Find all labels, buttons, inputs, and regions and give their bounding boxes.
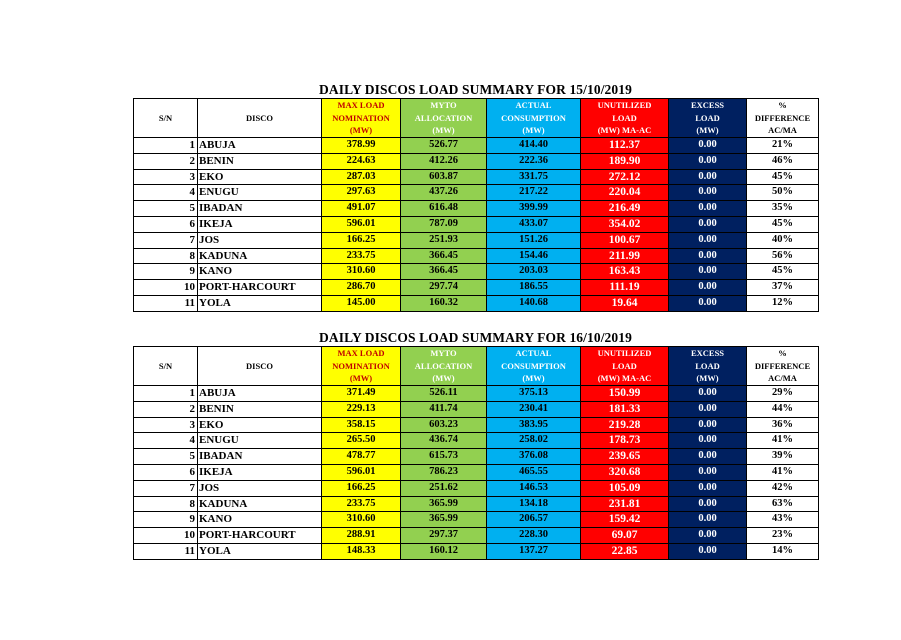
cell-actual-consumption: 151.26 [487,232,581,248]
cell-sn: 9 [134,264,198,280]
cell-disco: IKEJA [198,464,322,480]
cell-max-load: 229.13 [322,401,401,417]
cell-percent-difference: 35% [747,201,819,217]
cell-unutilized-load: 100.67 [581,232,669,248]
cell-excess-load: 0.00 [669,280,747,296]
cell-myto-allocation: 365.99 [401,496,487,512]
header-myto-allocation [401,99,487,138]
cell-percent-difference: 50% [747,185,819,201]
cell-disco: ABUJA [198,386,322,402]
cell-excess-load: 0.00 [669,512,747,528]
header-myto-allocation-line: ALLOCATION [414,112,473,123]
cell-sn: 10 [134,528,198,544]
header-excess-load-line: (MW) [696,125,719,136]
cell-max-load: 233.75 [322,248,401,264]
header-myto-allocation-line: (MW) [432,125,455,136]
table-row [134,264,819,280]
header-unutilized-load-line: (MW) MA-AC [597,373,652,384]
header-max-load-line: NOMINATION [332,112,390,123]
cell-sn: 7 [134,480,198,496]
cell-sn: 8 [134,248,198,264]
table-row [134,401,819,417]
cell-actual-consumption: 376.08 [487,449,581,465]
cell-max-load: 145.00 [322,295,401,311]
cell-percent-difference: 56% [747,248,819,264]
cell-myto-allocation: 603.23 [401,417,487,433]
cell-myto-allocation: 615.73 [401,449,487,465]
cell-disco: KANO [198,512,322,528]
cell-unutilized-load: 22.85 [581,543,669,559]
table-title: DAILY DISCOS LOAD SUMMARY FOR 15/10/2019 [319,82,632,97]
header-unutilized-load-line: UNUTILIZED [597,348,652,359]
cell-max-load: 286.70 [322,280,401,296]
cell-max-load: 596.01 [322,464,401,480]
header-unutilized-load-line: UNUTILIZED [597,100,652,111]
header-sn: S/N [134,347,198,386]
cell-disco: ABUJA [198,138,322,154]
cell-actual-consumption: 134.18 [487,496,581,512]
cell-sn: 11 [134,543,198,559]
header-unutilized-load-line: LOAD [612,360,637,371]
table-row [134,153,819,169]
cell-excess-load: 0.00 [669,386,747,402]
cell-myto-allocation: 526.11 [401,386,487,402]
cell-max-load: 224.63 [322,153,401,169]
cell-excess-load: 0.00 [669,543,747,559]
cell-disco: EKO [198,417,322,433]
cell-actual-consumption: 154.46 [487,248,581,264]
cell-unutilized-load: 320.68 [581,464,669,480]
cell-myto-allocation: 412.26 [401,153,487,169]
header-percent-difference-line: DIFFERENCE [754,360,811,371]
cell-max-load: 148.33 [322,543,401,559]
header-excess-load-line: LOAD [695,112,720,123]
cell-max-load: 310.60 [322,264,401,280]
cell-myto-allocation: 411.74 [401,401,487,417]
cell-sn: 6 [134,216,198,232]
cell-percent-difference: 37% [747,280,819,296]
cell-unutilized-load: 159.42 [581,512,669,528]
cell-excess-load: 0.00 [669,232,747,248]
cell-disco: ENUGU [198,185,322,201]
cell-disco: KADUNA [198,248,322,264]
load-summary-section-2 [133,330,818,560]
cell-myto-allocation: 160.32 [401,295,487,311]
table-row [134,528,819,544]
cell-myto-allocation: 616.48 [401,201,487,217]
cell-actual-consumption: 206.57 [487,512,581,528]
header-max-load [322,99,401,138]
cell-max-load: 310.60 [322,512,401,528]
cell-unutilized-load: 220.04 [581,185,669,201]
table-row [134,512,819,528]
table-row [134,449,819,465]
cell-actual-consumption: 137.27 [487,543,581,559]
header-myto-allocation-line: ALLOCATION [414,360,473,371]
cell-unutilized-load: 219.28 [581,417,669,433]
header-myto-allocation-line: (MW) [432,373,455,384]
load-summary-table [133,98,819,312]
cell-sn: 1 [134,386,198,402]
cell-max-load: 166.25 [322,480,401,496]
cell-unutilized-load: 216.49 [581,201,669,217]
header-actual-consumption-line: ACTUAL [515,100,552,111]
cell-myto-allocation: 366.45 [401,248,487,264]
header-actual-consumption-line: ACTUAL [515,348,552,359]
table-row [134,280,819,296]
cell-percent-difference: 46% [747,153,819,169]
cell-sn: 2 [134,153,198,169]
cell-disco: EKO [198,169,322,185]
header-actual-consumption-line: (MW) [522,125,545,136]
cell-max-load: 491.07 [322,201,401,217]
header-percent-difference-line: AC/MA [768,373,797,384]
cell-percent-difference: 41% [747,433,819,449]
cell-disco: ENUGU [198,433,322,449]
cell-unutilized-load: 181.33 [581,401,669,417]
cell-excess-load: 0.00 [669,248,747,264]
cell-unutilized-load: 189.90 [581,153,669,169]
cell-excess-load: 0.00 [669,496,747,512]
cell-percent-difference: 23% [747,528,819,544]
cell-percent-difference: 39% [747,449,819,465]
header-excess-load-line: EXCESS [690,348,725,359]
table-row [134,248,819,264]
cell-excess-load: 0.00 [669,153,747,169]
table-row [134,138,819,154]
header-max-load-line: (MW) [349,373,373,384]
cell-actual-consumption: 217.22 [487,185,581,201]
cell-max-load: 233.75 [322,496,401,512]
cell-percent-difference: 41% [747,464,819,480]
cell-actual-consumption: 140.68 [487,295,581,311]
cell-actual-consumption: 258.02 [487,433,581,449]
cell-max-load: 288.91 [322,528,401,544]
header-unutilized-load [581,99,669,138]
table-row [134,169,819,185]
cell-disco: IBADAN [198,449,322,465]
header-excess-load-line: (MW) [696,373,719,384]
header-percent-difference-line: DIFFERENCE [754,112,811,123]
cell-actual-consumption: 383.95 [487,417,581,433]
cell-max-load: 478.77 [322,449,401,465]
table-row [134,433,819,449]
cell-actual-consumption: 414.40 [487,138,581,154]
cell-sn: 5 [134,449,198,465]
header-row [134,99,819,138]
cell-myto-allocation: 526.77 [401,138,487,154]
cell-actual-consumption: 222.36 [487,153,581,169]
cell-unutilized-load: 178.73 [581,433,669,449]
header-actual-consumption-line: CONSUMPTION [501,360,566,371]
cell-max-load: 287.03 [322,169,401,185]
header-actual-consumption [487,99,581,138]
cell-max-load: 358.15 [322,417,401,433]
table-title: DAILY DISCOS LOAD SUMMARY FOR 16/10/2019 [319,330,632,345]
cell-percent-difference: 63% [747,496,819,512]
header-percent-difference [747,99,819,138]
cell-disco: JOS [198,480,322,496]
header-actual-consumption-line: (MW) [522,373,545,384]
cell-sn: 3 [134,169,198,185]
cell-excess-load: 0.00 [669,185,747,201]
cell-unutilized-load: 150.99 [581,386,669,402]
cell-myto-allocation: 437.26 [401,185,487,201]
cell-excess-load: 0.00 [669,433,747,449]
table-row [134,417,819,433]
cell-excess-load: 0.00 [669,480,747,496]
cell-disco: YOLA [198,543,322,559]
cell-myto-allocation: 603.87 [401,169,487,185]
table-row [134,232,819,248]
header-unutilized-load-line: LOAD [612,112,637,123]
header-excess-load [669,99,747,138]
header-max-load-line: NOMINATION [332,360,390,371]
header-max-load-line: (MW) [349,125,373,136]
cell-actual-consumption: 230.41 [487,401,581,417]
cell-actual-consumption: 203.03 [487,264,581,280]
table-row [134,185,819,201]
cell-myto-allocation: 251.93 [401,232,487,248]
cell-disco: KANO [198,264,322,280]
cell-disco: KADUNA [198,496,322,512]
cell-excess-load: 0.00 [669,138,747,154]
cell-actual-consumption: 433.07 [487,216,581,232]
cell-percent-difference: 45% [747,264,819,280]
cell-unutilized-load: 112.37 [581,138,669,154]
cell-excess-load: 0.00 [669,295,747,311]
header-actual-consumption-line: CONSUMPTION [501,112,566,123]
cell-unutilized-load: 239.65 [581,449,669,465]
cell-unutilized-load: 19.64 [581,295,669,311]
header-max-load-line: MAX LOAD [337,100,385,111]
cell-unutilized-load: 163.43 [581,264,669,280]
cell-unutilized-load: 272.12 [581,169,669,185]
header-excess-load-line: EXCESS [690,100,725,111]
table-row [134,464,819,480]
cell-percent-difference: 43% [747,512,819,528]
cell-unutilized-load: 105.09 [581,480,669,496]
table-row [134,295,819,311]
cell-actual-consumption: 146.53 [487,480,581,496]
cell-max-load: 371.49 [322,386,401,402]
header-percent-difference-line: % [778,348,787,359]
cell-myto-allocation: 786.23 [401,464,487,480]
table-row [134,201,819,217]
header-myto-allocation-line: MYTO [430,348,457,359]
cell-unutilized-load: 111.19 [581,280,669,296]
header-percent-difference [747,347,819,386]
cell-sn: 3 [134,417,198,433]
cell-unutilized-load: 69.07 [581,528,669,544]
header-sn: S/N [134,99,198,138]
cell-sn: 11 [134,295,198,311]
cell-unutilized-load: 211.99 [581,248,669,264]
cell-max-load: 265.50 [322,433,401,449]
cell-disco: JOS [198,232,322,248]
cell-excess-load: 0.00 [669,417,747,433]
table-row [134,496,819,512]
cell-percent-difference: 14% [747,543,819,559]
cell-disco: IKEJA [198,216,322,232]
header-excess-load-line: LOAD [695,360,720,371]
cell-myto-allocation: 366.45 [401,264,487,280]
cell-excess-load: 0.00 [669,216,747,232]
cell-max-load: 166.25 [322,232,401,248]
cell-percent-difference: 36% [747,417,819,433]
cell-disco: YOLA [198,295,322,311]
cell-myto-allocation: 436.74 [401,433,487,449]
cell-disco: PORT-HARCOURT [198,280,322,296]
cell-myto-allocation: 251.62 [401,480,487,496]
header-myto-allocation-line: MYTO [430,100,457,111]
cell-sn: 9 [134,512,198,528]
header-row [134,347,819,386]
cell-disco: BENIN [198,153,322,169]
header-disco: DISCO [198,347,322,386]
header-unutilized-load-line: (MW) MA-AC [597,125,652,136]
cell-actual-consumption: 465.55 [487,464,581,480]
cell-myto-allocation: 160.12 [401,543,487,559]
header-max-load-line: MAX LOAD [337,348,385,359]
table-row [134,216,819,232]
cell-unutilized-load: 354.02 [581,216,669,232]
header-percent-difference-line: AC/MA [768,125,797,136]
cell-excess-load: 0.00 [669,169,747,185]
cell-excess-load: 0.00 [669,201,747,217]
cell-percent-difference: 40% [747,232,819,248]
header-actual-consumption [487,347,581,386]
cell-myto-allocation: 787.09 [401,216,487,232]
cell-max-load: 378.99 [322,138,401,154]
cell-sn: 7 [134,232,198,248]
cell-percent-difference: 45% [747,169,819,185]
cell-percent-difference: 44% [747,401,819,417]
cell-unutilized-load: 231.81 [581,496,669,512]
cell-myto-allocation: 365.99 [401,512,487,528]
cell-percent-difference: 12% [747,295,819,311]
cell-excess-load: 0.00 [669,401,747,417]
cell-max-load: 596.01 [322,216,401,232]
cell-excess-load: 0.00 [669,449,747,465]
table-row [134,386,819,402]
cell-myto-allocation: 297.37 [401,528,487,544]
cell-sn: 4 [134,185,198,201]
cell-myto-allocation: 297.74 [401,280,487,296]
header-unutilized-load [581,347,669,386]
load-summary-table [133,346,819,560]
cell-sn: 5 [134,201,198,217]
cell-percent-difference: 42% [747,480,819,496]
header-max-load [322,347,401,386]
cell-excess-load: 0.00 [669,528,747,544]
cell-disco: IBADAN [198,201,322,217]
table-row [134,480,819,496]
cell-actual-consumption: 331.75 [487,169,581,185]
cell-sn: 6 [134,464,198,480]
header-percent-difference-line: % [778,100,787,111]
cell-percent-difference: 29% [747,386,819,402]
cell-actual-consumption: 399.99 [487,201,581,217]
cell-max-load: 297.63 [322,185,401,201]
cell-sn: 4 [134,433,198,449]
cell-sn: 8 [134,496,198,512]
cell-disco: BENIN [198,401,322,417]
cell-actual-consumption: 228.30 [487,528,581,544]
cell-excess-load: 0.00 [669,264,747,280]
cell-excess-load: 0.00 [669,464,747,480]
cell-sn: 10 [134,280,198,296]
cell-percent-difference: 45% [747,216,819,232]
cell-sn: 2 [134,401,198,417]
cell-percent-difference: 21% [747,138,819,154]
cell-sn: 1 [134,138,198,154]
table-row [134,543,819,559]
load-summary-section-1 [133,82,818,312]
header-myto-allocation [401,347,487,386]
cell-actual-consumption: 186.55 [487,280,581,296]
header-disco: DISCO [198,99,322,138]
cell-disco: PORT-HARCOURT [198,528,322,544]
header-excess-load [669,347,747,386]
cell-actual-consumption: 375.13 [487,386,581,402]
